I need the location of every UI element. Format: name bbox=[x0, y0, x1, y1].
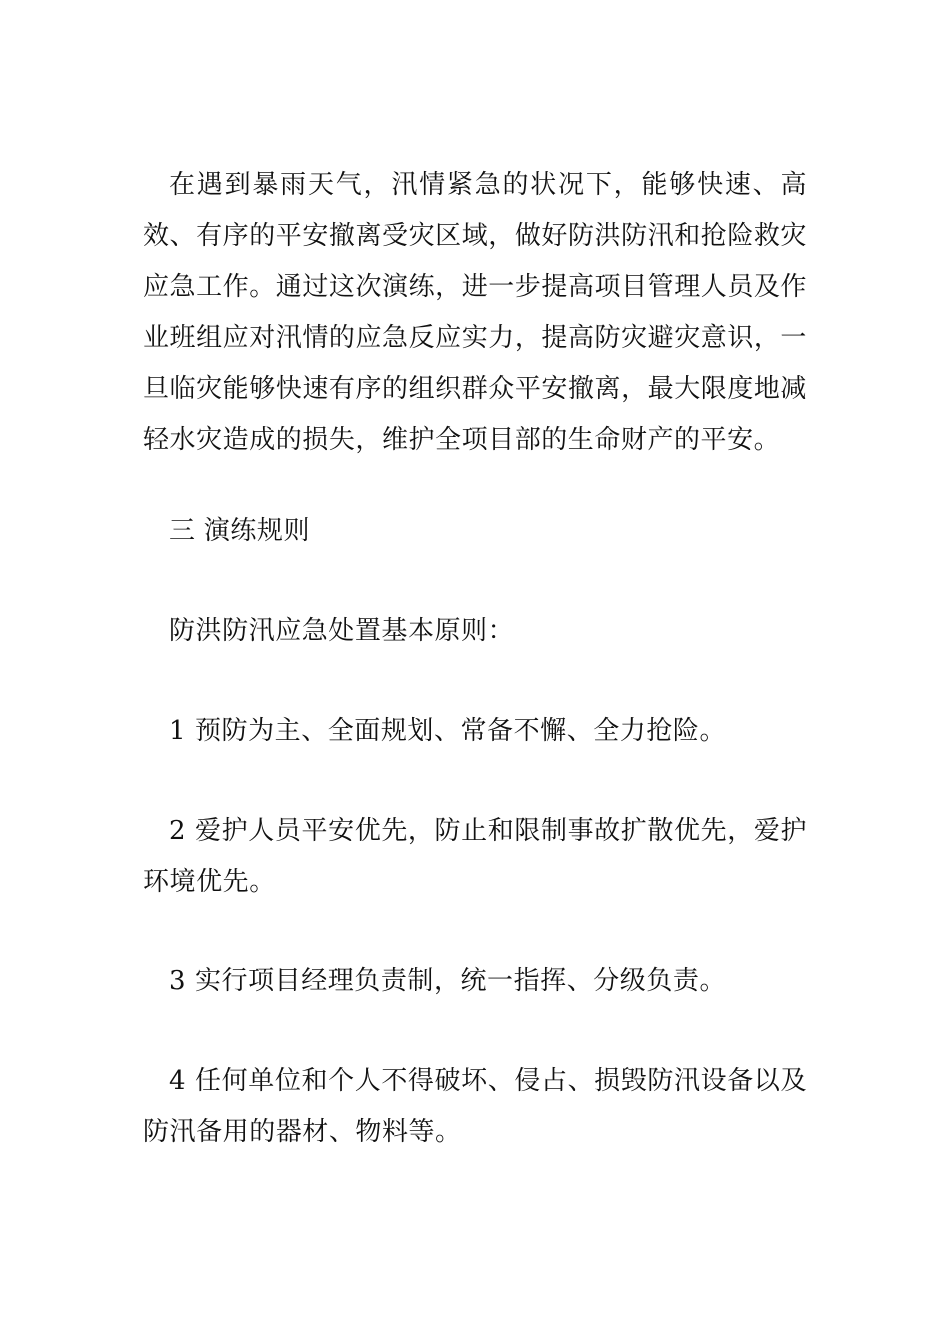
principle-text: 实行项目经理负责制，统一指挥、分级负责。 bbox=[195, 966, 727, 996]
principle-number: 2 bbox=[169, 816, 187, 846]
principle-item-4 bbox=[143, 1056, 807, 1158]
intro-block bbox=[143, 160, 807, 466]
principle-item-2 bbox=[143, 806, 807, 908]
section-heading bbox=[143, 506, 807, 557]
section-number: 三 bbox=[169, 516, 196, 546]
principle-number: 1 bbox=[169, 716, 187, 746]
principle-item-3 bbox=[143, 956, 807, 1007]
principle-text: 爱护人员平安优先，防止和限制事故扩散优先，爱护环境优先。 bbox=[143, 816, 807, 897]
intro-paragraph: 在遇到暴雨天气，汛情紧急的状况下，能够快速、高效、有序的平安撤离受灾区域，做好防洪防汛和抢险救灾应急工作。通过这次演练，进一步提高项目管理人员及作业班组应对汛情的应急反应实力，提高防灾避灾意识，一旦临灾能够快速有序的组织群众平安撤离，最大限度地减轻水灾造成的损失，维护全项目部的生命财产的平安。 bbox=[143, 170, 807, 455]
principle-number: 4 bbox=[169, 1066, 187, 1096]
principles-intro-block bbox=[143, 606, 807, 657]
principle-text: 预防为主、全面规划、常备不懈、全力抢险。 bbox=[195, 716, 727, 746]
section-title: 演练规则 bbox=[203, 516, 311, 546]
principle-text: 任何单位和个人不得破坏、侵占、损毁防汛设备以及防汛备用的器材、物料等。 bbox=[143, 1066, 807, 1147]
principle-number: 3 bbox=[169, 966, 187, 996]
principle-item-1 bbox=[143, 706, 807, 757]
principles-intro: 防洪防汛应急处置基本原则： bbox=[169, 616, 515, 646]
